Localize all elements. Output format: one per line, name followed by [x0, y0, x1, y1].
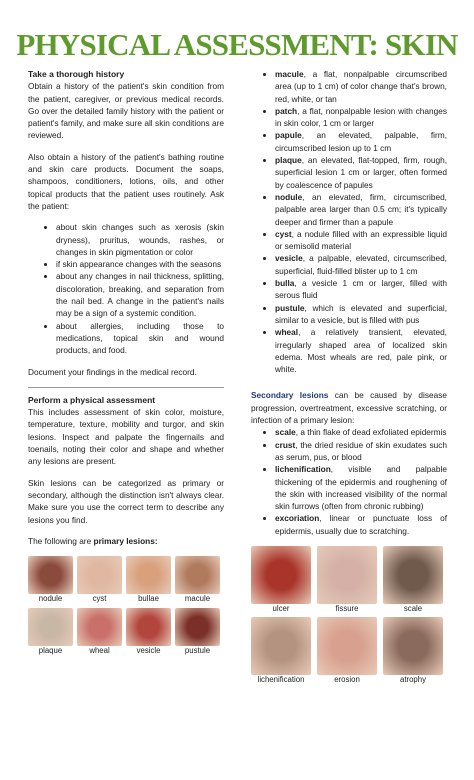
lichenification-photo [251, 617, 311, 675]
list-item: • about allergies, including those to medications, topical skin and wound products, and food. [56, 320, 224, 357]
atrophy-photo [383, 617, 443, 675]
ulcer-photo [251, 546, 311, 604]
photo-caption: plaque [38, 646, 63, 656]
list-item: • plaque, an elevated, flat-topped, firm, rough, superficial lesion 1 cm or larger, often formed by coalescence of papules [275, 154, 447, 191]
page-title: PHYSICAL ASSESSMENT: SKIN [16, 27, 458, 62]
lesion-photo-card [175, 608, 220, 656]
list-item: • macule, a flat, nonpalpable circumscribed area (up to 1 cm) of color change that's brown, red, white, or tan [275, 68, 447, 105]
left-column [28, 68, 224, 656]
lesions-paragraph: Skin lesions can be categorized as primary or secondary, although the distinction isn't always clear. Make sure you use the correct term to describe any lesions you find. [28, 477, 224, 525]
scale-photo [383, 546, 443, 604]
list-item: • crust, the dried residue of skin exudates such as serum, pus, or blood [275, 439, 447, 464]
document-paragraph: Document your findings in the medical record. [28, 366, 197, 377]
macule-photo [175, 556, 220, 594]
history-paragraph: Obtain a history of the patient's skin condition from the patient, caregiver, or previous medical records. Go over the detailed family history with the patient or patient's family, and make sure all skin conditions are reviewed. [28, 81, 224, 141]
history-heading: Take a thorough history [28, 69, 125, 79]
list-item: • vesicle, a palpable, elevated, circumscribed, superficial, fluid-filled blister up to 1 cm [275, 252, 447, 277]
primary-lesions-intro: The following are primary lesions: [28, 535, 158, 546]
list-item: • if skin appearance changes with the seasons [56, 258, 224, 270]
list-item: • bulla, a vesicle 1 cm or larger, filled with serous fluid [275, 277, 447, 302]
assessment-paragraph: This includes assessment of skin color, moisture, temperature, texture, mobility and turgor, and skin lesions. Inspect and palpate the fingernails and toenails, noting their color and shape and whether any lesions are present. [28, 407, 224, 467]
photo-caption: ulcer [272, 603, 290, 613]
lesion-photo-card [175, 556, 220, 604]
right-column [251, 68, 447, 685]
divider [28, 387, 224, 388]
lesion-photo-card [317, 617, 377, 685]
vesicle-photo [126, 608, 171, 646]
photo-caption: cyst [92, 594, 107, 604]
cyst-photo [77, 556, 122, 594]
nodule-photo [28, 556, 73, 594]
list-item: • about skin changes such as xerosis (skin dryness), pruritus, wounds, rashes, or changes in skin pigmentation or color [56, 221, 224, 258]
fissure-photo [317, 546, 377, 604]
list-item: • about any changes in nail thickness, splitting, discoloration, breaking, and separation from the nail bed. A change in the patient's nails may be a sign of a systemic condition. [56, 270, 224, 319]
lesion-photo-card [251, 546, 311, 614]
pustule-photo [175, 608, 220, 646]
photo-caption: wheal [89, 646, 110, 656]
list-item: • nodule, an elevated, firm, circumscribed, palpable area larger than 0.5 cm; it's typically deeper and firmer than a papule [275, 191, 447, 228]
photo-caption: macule [184, 594, 211, 604]
lesion-photo-card [77, 608, 122, 656]
list-item: • cyst, a nodule filled with an expressible liquid or semisolid material [275, 228, 447, 253]
lesion-photo-card [251, 617, 311, 685]
photo-caption: nodule [38, 594, 63, 604]
erosion-photo [317, 617, 377, 675]
list-item: • papule, an elevated, palpable, firm, circumscribed lesion up to 1 cm [275, 129, 447, 154]
photo-caption: fissure [335, 603, 359, 613]
photo-caption: pustule [184, 646, 211, 656]
secondary-intro: Secondary lesions can be caused by disease progression, overtreatment, excessive scratching, or infection of a primary lesion: [251, 390, 447, 426]
lesion-photo-card [28, 608, 73, 656]
wheal-photo [77, 608, 122, 646]
photo-caption: vesicle [136, 646, 161, 656]
photo-caption: scale [403, 603, 423, 613]
bullae-photo [126, 556, 171, 594]
assessment-heading: Perform a physical assessment [28, 394, 156, 405]
primary-lesion-list [251, 68, 447, 375]
list-item: • pustule, which is elevated and superficial, similar to a vesicle, but is filled with pus [275, 302, 447, 327]
photo-caption: atrophy [399, 674, 426, 684]
list-item: • patch, a flat, nonpalpable lesion with changes in skin color, 1 cm or larger [275, 105, 447, 130]
ask-list [28, 221, 224, 356]
lesion-photo-card [126, 556, 171, 604]
plaque-photo [28, 608, 73, 646]
primary-lesion-gallery [28, 556, 224, 656]
photo-caption: lichenification [257, 674, 305, 684]
list-item: • excoriation, linear or punctuate loss of epidermis, usually due to scratching. [275, 512, 447, 537]
list-item: • wheal, a relatively transient, elevated, irregularly shaped area of localized skin edema. Most wheals are red, pale pink, or white. [275, 326, 447, 375]
list-item: • scale, a thin flake of dead exfoliated epidermis [275, 426, 447, 438]
lesion-photo-card [77, 556, 122, 604]
lesion-photo-card [383, 617, 443, 685]
lesion-photo-card [126, 608, 171, 656]
list-item: • lichenification, visible and palpable thickening of the epidermis and roughening of the skin with increased visibility of the normal skin furrows (often from chronic rubbing) [275, 463, 447, 512]
secondary-lesions-label: Secondary lesions [251, 390, 329, 401]
bathing-paragraph: Also obtain a history of the patient's bathing routine and skin care products. Document the soaps, shampoos, conditioners, lotions, oils, and other topical products that the patient uses routinely. Ask the patient: [28, 151, 224, 211]
photo-caption: bullae [138, 594, 159, 604]
lesion-photo-card [383, 546, 443, 614]
primary-lesions-label: primary lesions: [93, 535, 158, 546]
lesion-photo-card [317, 546, 377, 614]
secondary-lesion-list [251, 426, 447, 537]
photo-caption: erosion [334, 674, 360, 684]
secondary-lesion-gallery [251, 546, 447, 685]
lesion-photo-card [28, 556, 73, 604]
